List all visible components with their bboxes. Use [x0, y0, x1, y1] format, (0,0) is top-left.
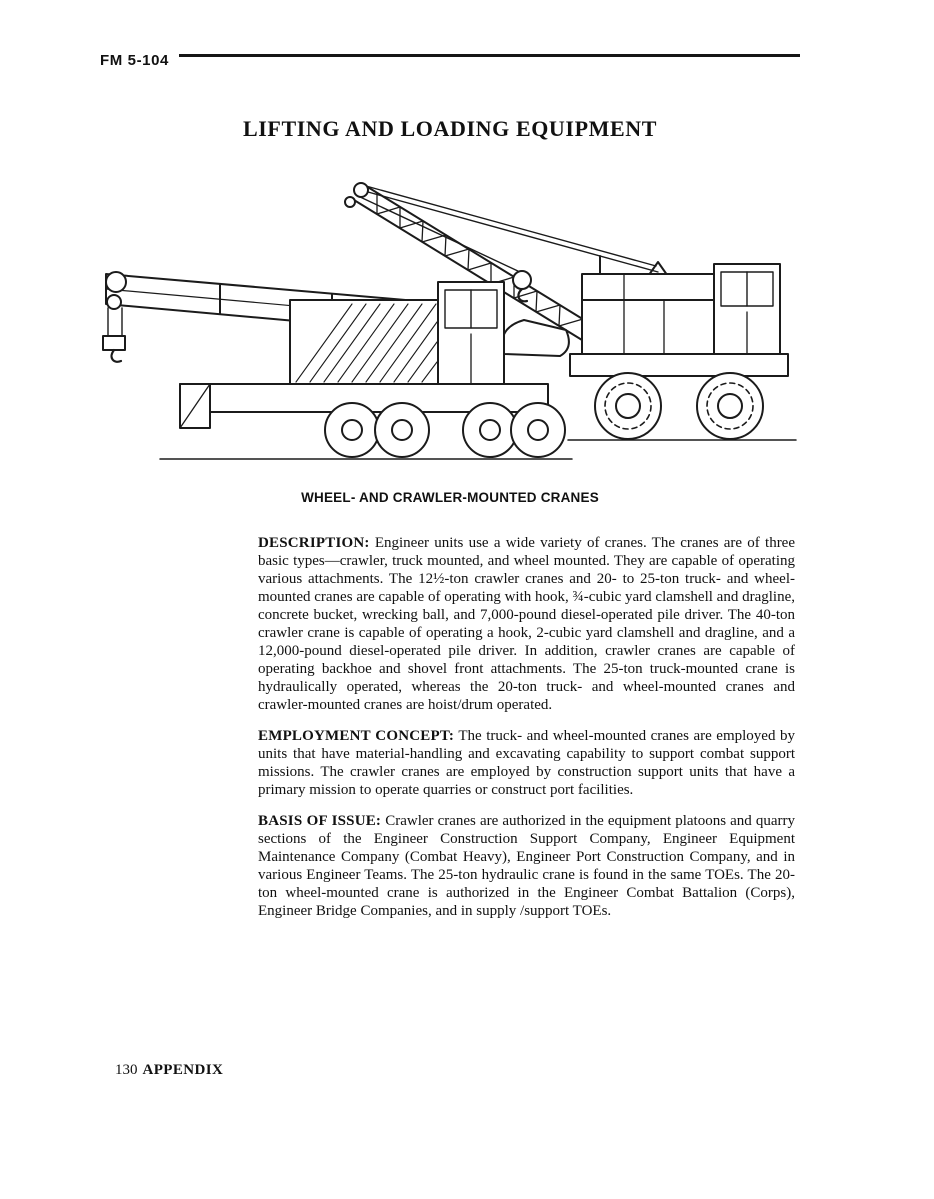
truck-crane-drawing	[103, 272, 572, 459]
footer-section-label: APPENDIX	[142, 1062, 224, 1078]
section-text-description: Engineer units use a wide variety of cranes. The cranes are of three basic types—crawler, truck mounted, and wheel mounted. They are capable of operating various attachments. The 12½-ton crawler cranes and 20- to 25-ton truck- and wheel-mounted cranes are capable of operating with hook, ¾-cubic yard clamshell and dragline, concrete bucket, wrecking ball, and 7,000-pound diesel-operated pile driver. The 40-ton crawler crane is capable of operating a hook, 2-cubic yard clamshell and dragline, and a 12,000-pound diesel-operated pile driver. In addition, crawler cranes are capable of operating backhoe and shovel front attachments. The 25-ton truck-mounted crane is hydraulically operated, whereas the 20-ton truck- and wheel-mounted cranes and crawler-mounted cranes are hoist/drum operated.	[258, 535, 795, 713]
section-label-basis-of-issue: BASIS OF ISSUE:	[258, 813, 382, 829]
section-label-employment-concept: EMPLOYMENT CONCEPT:	[258, 728, 455, 744]
section-text-employment-concept: The truck- and wheel-mounted cranes are employed by units that have material-handling and excavating capability to support combat support missions. The crawler cranes are employed by construction support units that have a primary mission to operate quarries or construct port facilities.	[258, 728, 795, 798]
page-number: 130	[115, 1062, 138, 1078]
section-description	[258, 534, 795, 714]
page-title: LIFTING AND LOADING EQUIPMENT	[242, 116, 658, 141]
section-basis-of-issue	[258, 812, 795, 920]
cranes-illustration	[100, 178, 800, 478]
body-text	[258, 534, 795, 920]
figure-cranes	[100, 178, 800, 505]
section-label-description: DESCRIPTION:	[258, 535, 370, 551]
page-header	[100, 52, 800, 69]
header-rule	[179, 54, 800, 57]
figure-caption: WHEEL- AND CRAWLER-MOUNTED CRANES	[301, 490, 599, 505]
section-employment-concept	[258, 727, 795, 799]
doc-number: FM 5-104	[100, 52, 169, 69]
section-text-basis-of-issue: Crawler cranes are authorized in the equipment platoons and quarry sections of the Engineer Construction Support Company, Engineer Equipment Maintenance Company (Combat Heavy), Engineer Port Construction Company, and in various Engineer Teams. The 25-ton hydraulic crane is found in the same TOEs. The 20-ton wheel-mounted crane is authorized in the Engineer Combat Battalion (Corps), Engineer Bridge Companies, and in supply /support TOEs.	[258, 813, 795, 919]
page-footer	[115, 1062, 223, 1079]
